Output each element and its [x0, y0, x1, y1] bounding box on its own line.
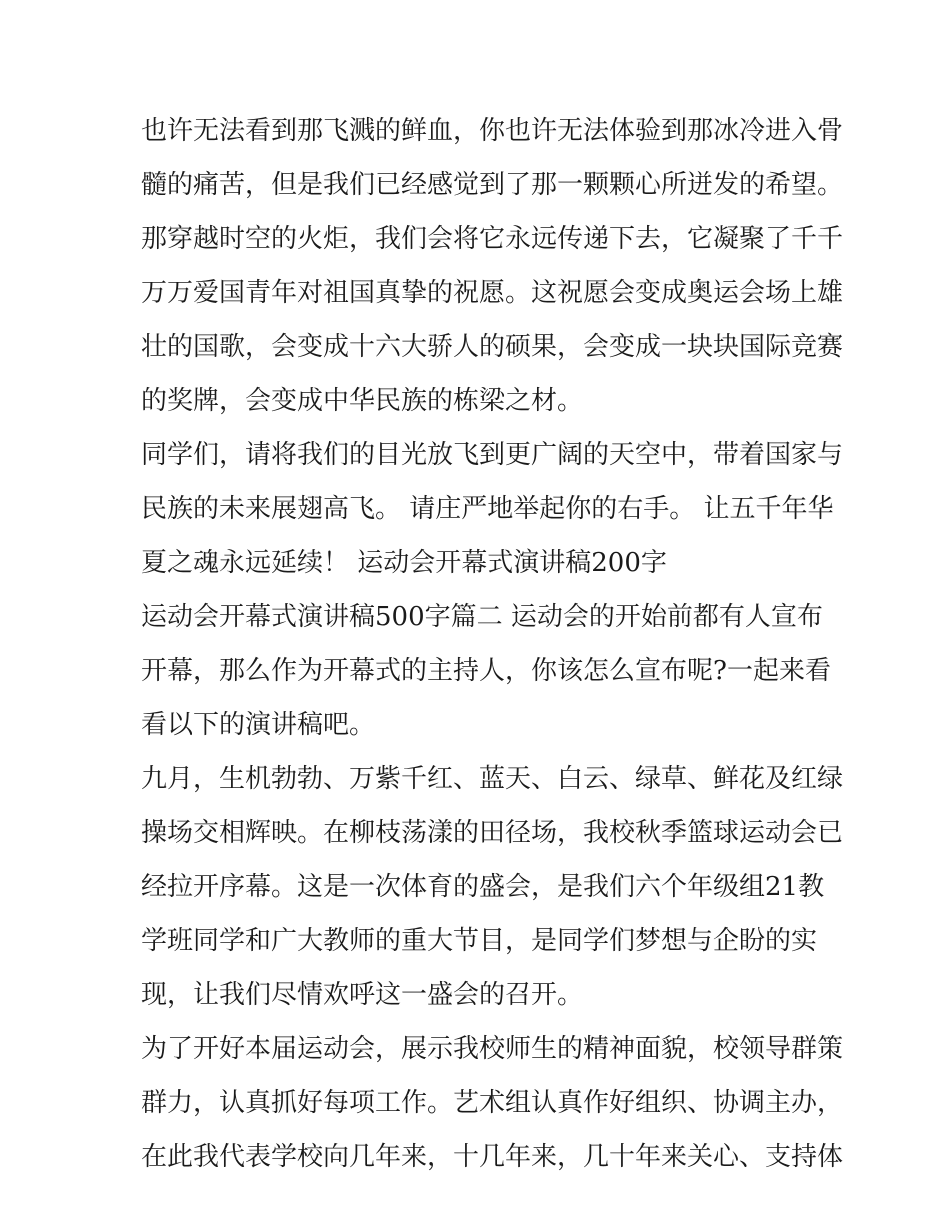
text-line: 也许无法看到那飞溅的鲜血，你也许无法体验到那冰冷进入骨: [141, 116, 844, 146]
document-body: [141, 104, 844, 1184]
text-line: 开幕，那么作为开幕式的主持人，你该怎么宣布呢?一起来看: [141, 656, 831, 686]
text-line: 看以下的演讲稿吧。: [141, 710, 376, 740]
text-line: 夏之魂永远延续！ 运动会开幕式演讲稿200字: [141, 548, 667, 578]
text-line: 在此我代表学校向几年来，十几年来，几十年来关心、支持体: [141, 1142, 844, 1172]
text-line: 九月，生机勃勃、万紫千红、蓝天、白云、绿草、鲜花及红绿: [141, 764, 844, 794]
text-line: 的奖牌，会变成中华民族的栋梁之材。: [141, 386, 584, 416]
text-line: 那穿越时空的火炬，我们会将它永远传递下去，它凝聚了千千: [141, 224, 844, 254]
text-line: 万万爱国青年对祖国真挚的祝愿。这祝愿会变成奥运会场上雄: [141, 278, 844, 308]
text-line: 壮的国歌，会变成十六大骄人的硕果，会变成一块块国际竞赛: [141, 332, 844, 362]
text-line: 群力，认真抓好每项工作。艺术组认真作好组织、协调主办，: [141, 1088, 844, 1118]
text-line: 经拉开序幕。这是一次体育的盛会，是我们六个年级组21教: [141, 872, 825, 902]
text-line: 现，让我们尽情欢呼这一盛会的召开。: [141, 980, 584, 1010]
text-line: 操场交相辉映。在柳枝荡漾的田径场，我校秋季篮球运动会已: [141, 818, 844, 848]
text-line: 民族的未来展翅高飞。 请庄严地举起你的右手。 让五千年华: [141, 494, 834, 524]
text-line: 学班同学和广大教师的重大节目，是同学们梦想与企盼的实: [141, 926, 818, 956]
text-line: 运动会开幕式演讲稿500字篇二 运动会的开始前都有人宣布: [141, 602, 823, 632]
text-line: 为了开好本届运动会，展示我校师生的精神面貌，校领导群策: [141, 1034, 844, 1064]
text-line: 同学们，请将我们的目光放飞到更广阔的天空中，带着国家与: [141, 440, 844, 470]
text-line: 髓的痛苦，但是我们已经感觉到了那一颗颗心所迸发的希望。: [141, 170, 844, 200]
